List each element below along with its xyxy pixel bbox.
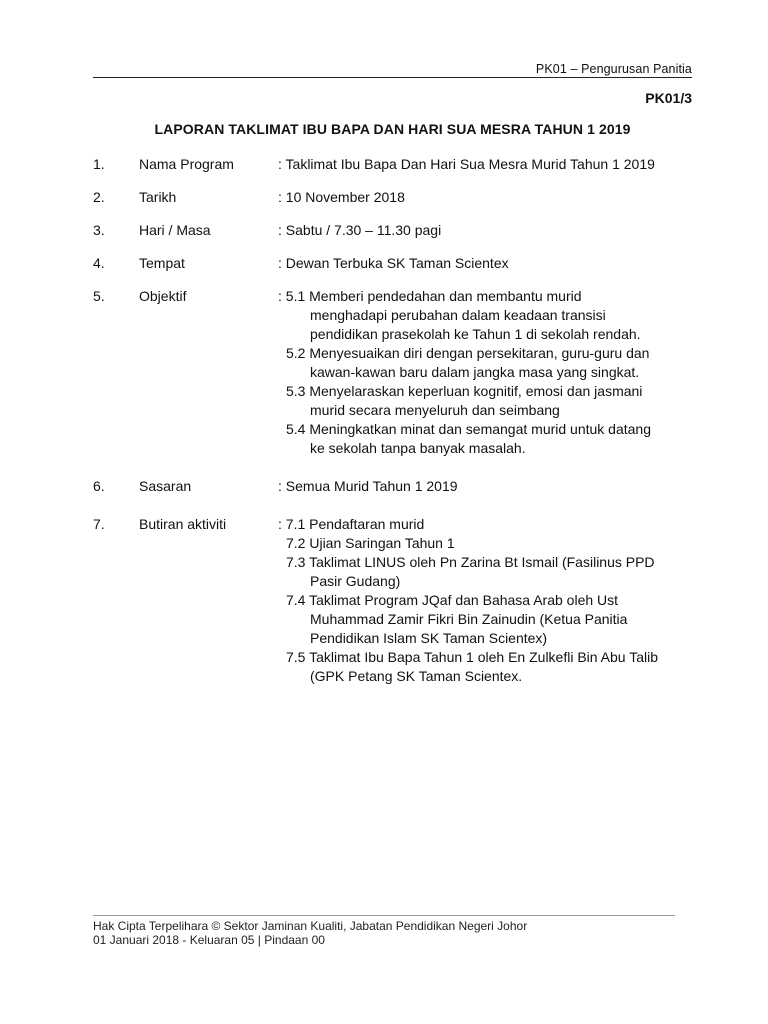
item-number: 6. [93, 478, 105, 494]
activity-item: 7.4 Taklimat Program JQaf dan Bahasa Arab oleh Ust Muhammad Zamir Fikri Bin Zainudin (Ketua Panitia Pendidikan Islam SK Taman Scientex) [286, 592, 628, 646]
report-items [93, 155, 693, 686]
revision-line: 01 Januari 2018 - Keluaran 05 | Pindaan 00 [93, 933, 325, 947]
copyright-line: Hak Cipta Terpelihara © Sektor Jaminan Kualiti, Jabatan Pendidikan Negeri Johor [93, 919, 528, 933]
document-title: LAPORAN TAKLIMAT IBU BAPA DAN HARI SUA MESRA TAHUN 1 2019 [154, 121, 631, 137]
item-label: Tarikh [139, 189, 177, 205]
report-item [93, 155, 693, 174]
item-label: Objektif [139, 288, 187, 304]
item-value: : 10 November 2018 [278, 189, 405, 205]
item-label: Sasaran [139, 478, 192, 494]
item-number: 3. [93, 222, 105, 238]
report-item [93, 515, 693, 686]
report-item [93, 188, 693, 207]
item-value: : Semua Murid Tahun 1 2019 [278, 478, 458, 494]
header-code-line: PK01 – Pengurusan Panitia [535, 62, 692, 76]
item-label: Tempat [139, 255, 185, 271]
item-value: : Sabtu / 7.30 – 11.30 pagi [278, 222, 442, 238]
report-item [93, 477, 693, 496]
report-item [93, 287, 693, 458]
objective-item: 5.2 Menyesuaikan diri dengan persekitaran, guru-guru dan kawan-kawan baru dalam jangka masa yang singkat. [286, 345, 650, 380]
header-rule [93, 77, 692, 78]
activity-item: 7.3 Taklimat LINUS oleh Pn Zarina Bt Ismail (Fasilinus PPD Pasir Gudang) [286, 554, 655, 589]
report-item [93, 221, 693, 240]
activity-item: 7.2 Ujian Saringan Tahun 1 [286, 535, 455, 551]
objective-item: 5.4 Meningkatkan minat dan semangat murid untuk datang ke sekolah tanpa banyak masalah. [286, 421, 652, 456]
objective-item: 5.3 Menyelaraskan keperluan kognitif, emosi dan jasmani murid secara menyeluruh dan seimbang [286, 383, 643, 418]
activity-item: 7.5 Taklimat Ibu Bapa Tahun 1 oleh En Zulkefli Bin Abu Talib (GPK Petang SK Taman Scientex. [286, 649, 659, 684]
item-label: Nama Program [139, 156, 234, 172]
report-item [93, 254, 693, 273]
form-code: PK01/3 [645, 90, 692, 106]
item-value: : Dewan Terbuka SK Taman Scientex [278, 255, 509, 271]
footer-rule [93, 915, 675, 916]
item-number: 7. [93, 516, 105, 532]
objective-item: : 5.1 Memberi pendedahan dan membantu murid menghadapi perubahan dalam keadaan transisi pendidikan prasekolah ke Tahun 1 di sekolah rendah. [278, 288, 641, 342]
item-number: 1. [93, 156, 105, 172]
item-number: 4. [93, 255, 105, 271]
footer [93, 919, 527, 947]
item-value: : Taklimat Ibu Bapa Dan Hari Sua Mesra Murid Tahun 1 2019 [278, 156, 655, 172]
item-label: Hari / Masa [139, 222, 211, 238]
item-number: 2. [93, 189, 105, 205]
item-label: Butiran aktiviti [139, 516, 227, 532]
item-number: 5. [93, 288, 105, 304]
activity-item: : 7.1 Pendaftaran murid [278, 516, 425, 532]
